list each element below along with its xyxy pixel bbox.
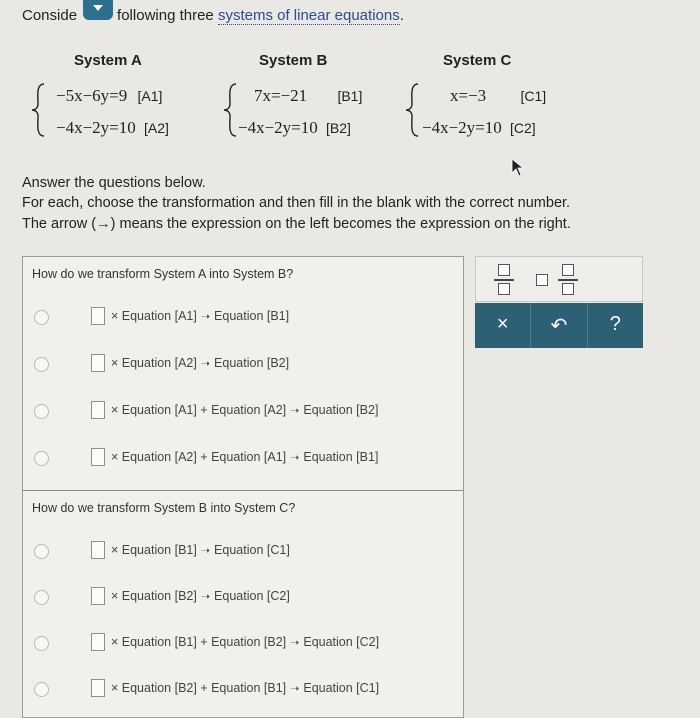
option-right: Equation [C1] [214, 543, 290, 557]
undo-button[interactable] [531, 303, 587, 348]
arrow-icon: ➝ [200, 545, 211, 557]
arrow-icon: ➝ [290, 452, 300, 464]
q1-option-2[interactable] [23, 353, 463, 377]
option-left: × Equation [A1] + Equation [A2] [111, 403, 287, 417]
blank-input[interactable] [91, 307, 105, 325]
question-1-prompt: How do we transform System A into System B? [32, 267, 294, 281]
help-icon: ? [609, 313, 621, 335]
q2-option-4[interactable] [23, 678, 463, 702]
radio-button[interactable] [34, 357, 49, 372]
blank-input[interactable] [91, 541, 105, 559]
arrow-icon: ➝ [290, 405, 300, 417]
system-c-title: System C [443, 52, 512, 69]
instruction-line-1: Answer the questions below. [22, 175, 206, 191]
system-a-eq1 [56, 86, 162, 106]
arrow-icon: ➝ [290, 637, 300, 649]
answer-panel [22, 256, 464, 718]
option-left: × Equation [B1] [111, 543, 197, 557]
blank-input[interactable] [91, 679, 105, 697]
fraction-button[interactable] [492, 262, 516, 298]
option-right: Equation [C1] [303, 681, 380, 695]
collapse-tab[interactable] [83, 0, 113, 20]
system-c-eq1 [450, 86, 546, 106]
radio-button[interactable] [34, 310, 49, 325]
equation-text: −4x−2y=10 [238, 118, 318, 137]
blank-input[interactable] [91, 587, 105, 605]
equation-tag: [B2] [326, 120, 351, 136]
blank-input[interactable] [91, 354, 105, 372]
option-left: × Equation [A1] [111, 309, 197, 323]
equation-tag: [A1] [137, 88, 163, 104]
arrow-icon: ➝ [200, 591, 211, 603]
blank-input[interactable] [91, 633, 105, 651]
q2-option-1[interactable] [23, 540, 463, 564]
mixed-number-button[interactable] [534, 262, 584, 298]
chevron-down-icon [92, 4, 104, 12]
equation-text: −5x−6y=9 [56, 86, 128, 105]
instruction-line-3: The arrow (→) means the expression on the left becomes the expression on the right. [22, 216, 571, 232]
system-b-eq2 [238, 118, 351, 138]
q2-option-3[interactable] [23, 632, 463, 656]
arrow-icon: ➝ [290, 683, 300, 695]
intro-text [22, 7, 404, 24]
option-left: × Equation [B1] + Equation [B2] [111, 635, 287, 649]
clear-button[interactable] [475, 303, 531, 348]
question-divider [23, 490, 463, 491]
equation-text: −4x−2y=10 [56, 118, 136, 137]
system-b-title: System B [259, 52, 328, 69]
systems-link[interactable]: systems of linear equations [217, 7, 400, 24]
radio-button[interactable] [34, 682, 49, 697]
equation-tag: [B1] [337, 88, 363, 104]
arrow-icon: ➝ [200, 358, 211, 370]
equation-text: x=−3 [450, 86, 487, 105]
brace-icon [30, 82, 46, 138]
question-2-prompt: How do we transform System B into System C? [32, 501, 296, 515]
option-left: × Equation [B2] + Equation [B1] [111, 681, 287, 695]
equation-text: 7x=−21 [254, 86, 308, 105]
radio-button[interactable] [34, 404, 49, 419]
system-a-eq2 [56, 118, 169, 138]
q2-option-2[interactable] [23, 586, 463, 610]
q1-option-1[interactable] [23, 306, 463, 330]
option-right: Equation [B2] [303, 403, 379, 417]
math-toolbar [475, 256, 643, 302]
arrow-icon: ➝ [200, 311, 211, 323]
intro-suffix: . [399, 7, 404, 24]
option-right: Equation [C2] [303, 635, 380, 649]
q1-option-4[interactable] [23, 447, 463, 471]
equation-tag: [C2] [510, 120, 536, 136]
close-icon: × [496, 313, 509, 335]
help-button[interactable] [588, 303, 643, 348]
action-toolbar [475, 303, 643, 348]
equation-tag: [C1] [520, 88, 547, 104]
system-c-eq2 [422, 118, 536, 138]
radio-button[interactable] [34, 636, 49, 651]
option-left: × Equation [A2] [111, 356, 197, 370]
equation-tag: [A2] [144, 120, 169, 136]
radio-button[interactable] [34, 544, 49, 559]
blank-input[interactable] [91, 448, 105, 466]
undo-icon: ↶ [550, 315, 568, 337]
option-right: Equation [B1] [214, 309, 290, 323]
intro-middle: following three [117, 7, 218, 24]
system-b-eq1 [254, 86, 362, 106]
q1-option-3[interactable] [23, 400, 463, 424]
option-right: Equation [B1] [303, 450, 379, 464]
option-right: Equation [C2] [214, 589, 290, 603]
brace-icon [404, 82, 420, 138]
intro-prefix: Conside [22, 7, 78, 24]
radio-button[interactable] [34, 590, 49, 605]
equation-text: −4x−2y=10 [422, 118, 502, 137]
option-right: Equation [B2] [214, 356, 290, 370]
system-a-title: System A [74, 52, 142, 69]
instruction-line-2: For each, choose the transformation and then fill in the blank with the correct number. [22, 195, 571, 211]
blank-input[interactable] [91, 401, 105, 419]
radio-button[interactable] [34, 451, 49, 466]
option-left: × Equation [B2] [111, 589, 197, 603]
option-left: × Equation [A2] + Equation [A1] [111, 450, 287, 464]
brace-icon [222, 82, 238, 138]
mouse-pointer-icon [511, 158, 525, 178]
